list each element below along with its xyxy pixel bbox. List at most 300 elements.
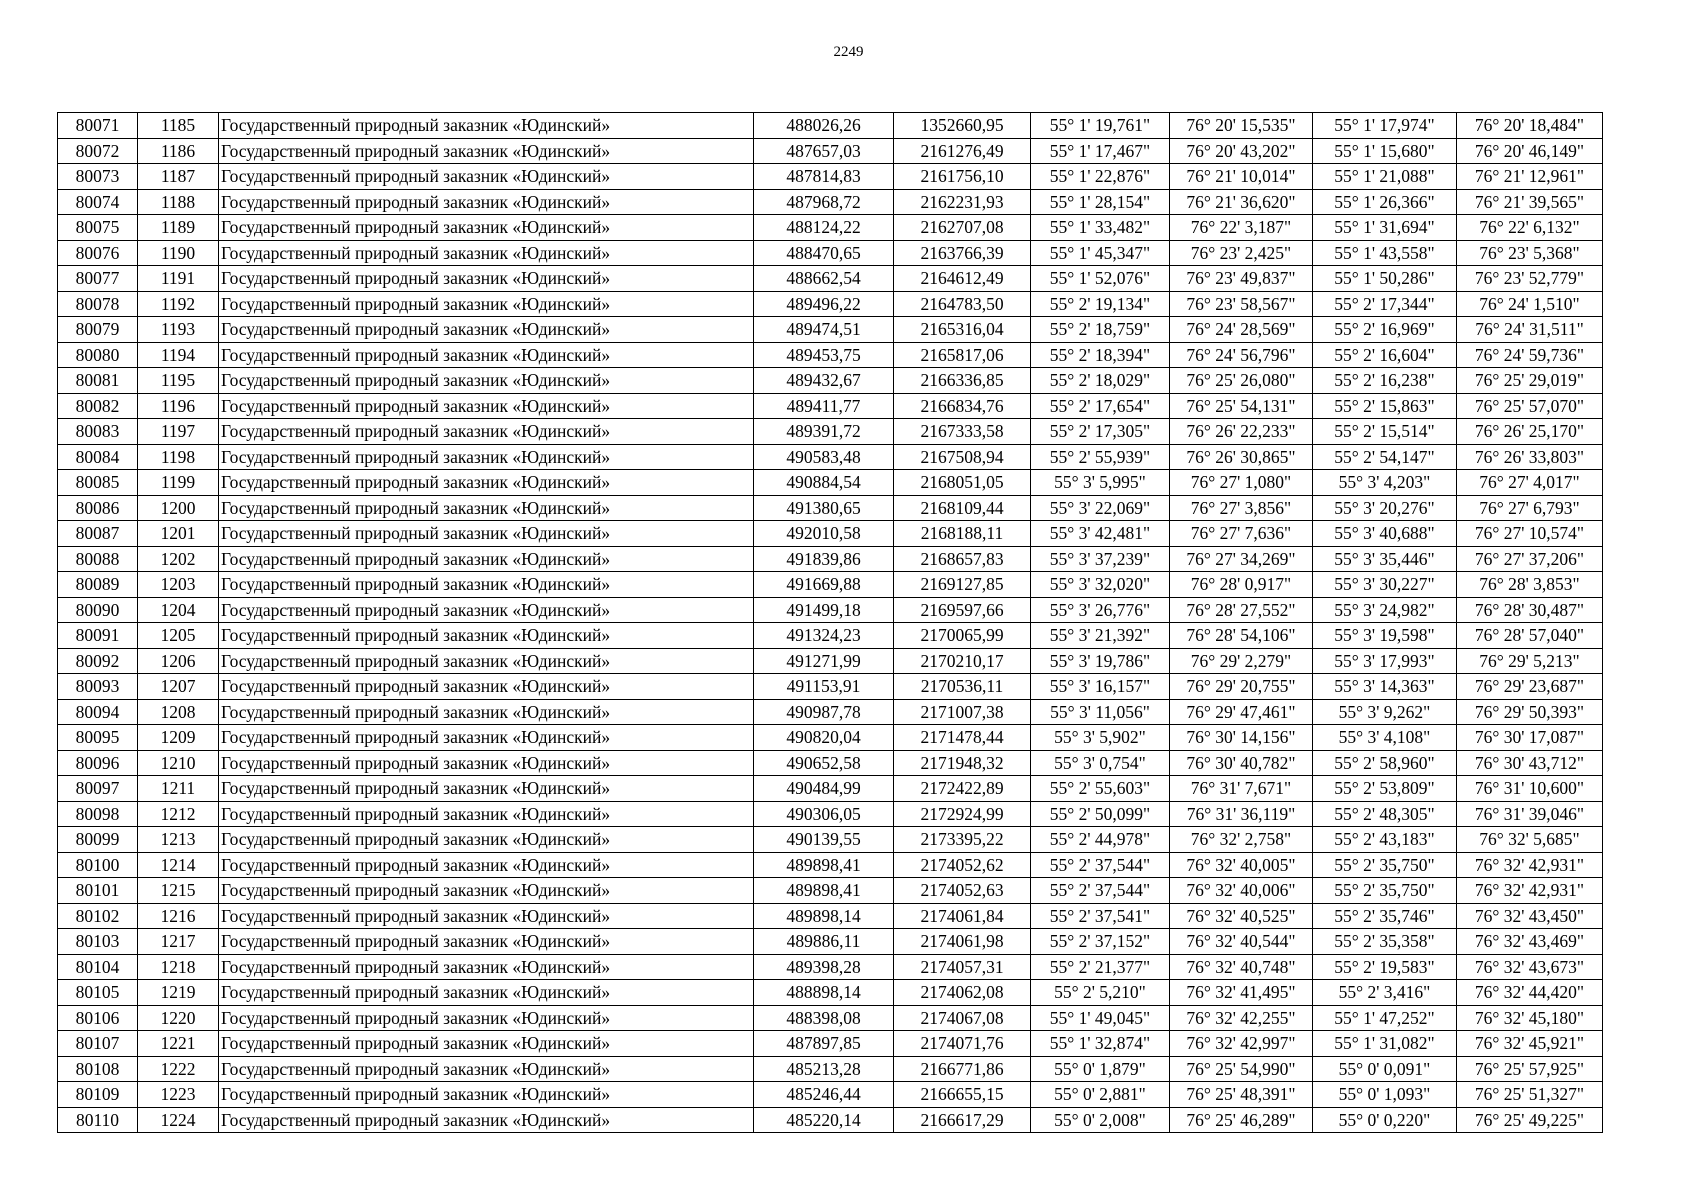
- lat-cell-1: 55° 3' 16,157": [1031, 674, 1170, 700]
- name-cell: Государственный природный заказник «Юдинский»: [219, 1082, 754, 1108]
- lat-cell-2: 55° 1' 31,694": [1313, 215, 1457, 241]
- point-id-cell: 80071: [58, 113, 138, 139]
- lon-cell-1: 76° 27' 34,269": [1170, 546, 1313, 572]
- name-cell: Государственный природный заказник «Юдинский»: [219, 342, 754, 368]
- lon-cell-2: 76° 25' 51,327": [1457, 1082, 1603, 1108]
- y-coord-cell: 2171948,32: [894, 750, 1031, 776]
- lon-cell-2: 76° 32' 5,685": [1457, 827, 1603, 853]
- lon-cell-2: 76° 28' 3,853": [1457, 572, 1603, 598]
- y-coord-cell: 2174061,98: [894, 929, 1031, 955]
- point-id-cell: 80096: [58, 750, 138, 776]
- table-row: [58, 189, 1603, 215]
- lon-cell-1: 76° 30' 40,782": [1170, 750, 1313, 776]
- lat-cell-1: 55° 1' 45,347": [1031, 240, 1170, 266]
- y-coord-cell: 2169127,85: [894, 572, 1031, 598]
- x-coord-cell: 488662,54: [754, 266, 894, 292]
- name-cell: Государственный природный заказник «Юдинский»: [219, 266, 754, 292]
- y-coord-cell: 2166617,29: [894, 1107, 1031, 1133]
- name-cell: Государственный природный заказник «Юдинский»: [219, 1031, 754, 1057]
- lon-cell-1: 76° 23' 49,837": [1170, 266, 1313, 292]
- y-coord-cell: 2172422,89: [894, 776, 1031, 802]
- x-coord-cell: 491669,88: [754, 572, 894, 598]
- x-coord-cell: 490652,58: [754, 750, 894, 776]
- lon-cell-1: 76° 26' 30,865": [1170, 444, 1313, 470]
- lat-cell-2: 55° 3' 20,276": [1313, 495, 1457, 521]
- point-id-cell: 80093: [58, 674, 138, 700]
- lat-cell-2: 55° 3' 24,982": [1313, 597, 1457, 623]
- point-id-cell: 80103: [58, 929, 138, 955]
- point-id-cell: 80080: [58, 342, 138, 368]
- point-id-cell: 80076: [58, 240, 138, 266]
- name-cell: Государственный природный заказник «Юдинский»: [219, 597, 754, 623]
- lon-cell-2: 76° 20' 18,484": [1457, 113, 1603, 139]
- name-cell: Государственный природный заказник «Юдинский»: [219, 317, 754, 343]
- name-cell: Государственный природный заказник «Юдинский»: [219, 470, 754, 496]
- x-coord-cell: 485246,44: [754, 1082, 894, 1108]
- lat-cell-1: 55° 2' 37,152": [1031, 929, 1170, 955]
- lat-cell-2: 55° 2' 15,863": [1313, 393, 1457, 419]
- x-coord-cell: 489898,14: [754, 903, 894, 929]
- lat-cell-2: 55° 1' 26,366": [1313, 189, 1457, 215]
- y-coord-cell: 2168188,11: [894, 521, 1031, 547]
- lon-cell-2: 76° 32' 42,931": [1457, 852, 1603, 878]
- y-coord-cell: 2164783,50: [894, 291, 1031, 317]
- x-coord-cell: 491839,86: [754, 546, 894, 572]
- y-coord-cell: 2174052,62: [894, 852, 1031, 878]
- lat-cell-2: 55° 2' 48,305": [1313, 801, 1457, 827]
- number-cell: 1219: [138, 980, 219, 1006]
- name-cell: Государственный природный заказник «Юдинский»: [219, 648, 754, 674]
- lat-cell-1: 55° 2' 17,305": [1031, 419, 1170, 445]
- table-row: [58, 1056, 1603, 1082]
- lon-cell-2: 76° 29' 23,687": [1457, 674, 1603, 700]
- point-id-cell: 80109: [58, 1082, 138, 1108]
- name-cell: Государственный природный заказник «Юдинский»: [219, 1107, 754, 1133]
- x-coord-cell: 490820,04: [754, 725, 894, 751]
- y-coord-cell: 2168657,83: [894, 546, 1031, 572]
- lon-cell-2: 76° 24' 1,510": [1457, 291, 1603, 317]
- number-cell: 1189: [138, 215, 219, 241]
- name-cell: Государственный природный заказник «Юдинский»: [219, 444, 754, 470]
- number-cell: 1217: [138, 929, 219, 955]
- x-coord-cell: 489391,72: [754, 419, 894, 445]
- lon-cell-2: 76° 26' 33,803": [1457, 444, 1603, 470]
- table-row: [58, 750, 1603, 776]
- y-coord-cell: 2171007,38: [894, 699, 1031, 725]
- number-cell: 1190: [138, 240, 219, 266]
- lon-cell-1: 76° 32' 40,005": [1170, 852, 1313, 878]
- point-id-cell: 80105: [58, 980, 138, 1006]
- x-coord-cell: 489886,11: [754, 929, 894, 955]
- number-cell: 1206: [138, 648, 219, 674]
- x-coord-cell: 489411,77: [754, 393, 894, 419]
- number-cell: 1196: [138, 393, 219, 419]
- point-id-cell: 80077: [58, 266, 138, 292]
- name-cell: Государственный природный заказник «Юдинский»: [219, 801, 754, 827]
- lon-cell-1: 76° 27' 1,080": [1170, 470, 1313, 496]
- table-row: [58, 368, 1603, 394]
- x-coord-cell: 489898,41: [754, 878, 894, 904]
- lat-cell-1: 55° 3' 32,020": [1031, 572, 1170, 598]
- lon-cell-2: 76° 31' 39,046": [1457, 801, 1603, 827]
- table-row: [58, 801, 1603, 827]
- lon-cell-2: 76° 24' 59,736": [1457, 342, 1603, 368]
- table-row: [58, 419, 1603, 445]
- lat-cell-2: 55° 2' 16,604": [1313, 342, 1457, 368]
- lon-cell-1: 76° 29' 2,279": [1170, 648, 1313, 674]
- x-coord-cell: 490139,55: [754, 827, 894, 853]
- lon-cell-1: 76° 21' 36,620": [1170, 189, 1313, 215]
- table-row: [58, 1031, 1603, 1057]
- x-coord-cell: 489474,51: [754, 317, 894, 343]
- lon-cell-1: 76° 22' 3,187": [1170, 215, 1313, 241]
- lon-cell-1: 76° 26' 22,233": [1170, 419, 1313, 445]
- lon-cell-1: 76° 20' 15,535": [1170, 113, 1313, 139]
- name-cell: Государственный природный заказник «Юдинский»: [219, 419, 754, 445]
- lat-cell-1: 55° 1' 52,076": [1031, 266, 1170, 292]
- lat-cell-2: 55° 2' 19,583": [1313, 954, 1457, 980]
- lat-cell-2: 55° 1' 31,082": [1313, 1031, 1457, 1057]
- x-coord-cell: 491271,99: [754, 648, 894, 674]
- x-coord-cell: 488124,22: [754, 215, 894, 241]
- lat-cell-1: 55° 3' 26,776": [1031, 597, 1170, 623]
- name-cell: Государственный природный заказник «Юдинский»: [219, 674, 754, 700]
- lat-cell-1: 55° 2' 44,978": [1031, 827, 1170, 853]
- lon-cell-2: 76° 23' 5,368": [1457, 240, 1603, 266]
- lat-cell-1: 55° 1' 19,761": [1031, 113, 1170, 139]
- lat-cell-2: 55° 0' 0,220": [1313, 1107, 1457, 1133]
- number-cell: 1214: [138, 852, 219, 878]
- number-cell: 1211: [138, 776, 219, 802]
- number-cell: 1215: [138, 878, 219, 904]
- point-id-cell: 80090: [58, 597, 138, 623]
- point-id-cell: 80106: [58, 1005, 138, 1031]
- number-cell: 1202: [138, 546, 219, 572]
- lat-cell-1: 55° 0' 1,879": [1031, 1056, 1170, 1082]
- table-row: [58, 164, 1603, 190]
- lon-cell-1: 76° 32' 40,525": [1170, 903, 1313, 929]
- lon-cell-1: 76° 32' 40,748": [1170, 954, 1313, 980]
- x-coord-cell: 490884,54: [754, 470, 894, 496]
- lat-cell-1: 55° 2' 37,544": [1031, 878, 1170, 904]
- number-cell: 1213: [138, 827, 219, 853]
- number-cell: 1207: [138, 674, 219, 700]
- x-coord-cell: 492010,58: [754, 521, 894, 547]
- x-coord-cell: 485213,28: [754, 1056, 894, 1082]
- table-row: [58, 699, 1603, 725]
- lat-cell-1: 55° 1' 32,874": [1031, 1031, 1170, 1057]
- lat-cell-2: 55° 1' 17,974": [1313, 113, 1457, 139]
- lat-cell-1: 55° 2' 50,099": [1031, 801, 1170, 827]
- y-coord-cell: 2164612,49: [894, 266, 1031, 292]
- lat-cell-1: 55° 3' 11,056": [1031, 699, 1170, 725]
- y-coord-cell: 2165316,04: [894, 317, 1031, 343]
- number-cell: 1188: [138, 189, 219, 215]
- lon-cell-1: 76° 21' 10,014": [1170, 164, 1313, 190]
- table-row: [58, 648, 1603, 674]
- table-row: [58, 674, 1603, 700]
- table-row: [58, 597, 1603, 623]
- lon-cell-1: 76° 24' 56,796": [1170, 342, 1313, 368]
- lat-cell-1: 55° 2' 17,654": [1031, 393, 1170, 419]
- lat-cell-2: 55° 2' 53,809": [1313, 776, 1457, 802]
- table-row: [58, 266, 1603, 292]
- lat-cell-2: 55° 2' 3,416": [1313, 980, 1457, 1006]
- lat-cell-2: 55° 2' 16,238": [1313, 368, 1457, 394]
- lat-cell-2: 55° 0' 0,091": [1313, 1056, 1457, 1082]
- lon-cell-2: 76° 28' 57,040": [1457, 623, 1603, 649]
- lat-cell-1: 55° 0' 2,881": [1031, 1082, 1170, 1108]
- table-row: [58, 623, 1603, 649]
- lon-cell-2: 76° 31' 10,600": [1457, 776, 1603, 802]
- table-row: [58, 444, 1603, 470]
- lat-cell-2: 55° 3' 30,227": [1313, 572, 1457, 598]
- lat-cell-2: 55° 3' 9,262": [1313, 699, 1457, 725]
- point-id-cell: 80107: [58, 1031, 138, 1057]
- lat-cell-2: 55° 2' 35,746": [1313, 903, 1457, 929]
- lon-cell-1: 76° 32' 2,758": [1170, 827, 1313, 853]
- lat-cell-2: 55° 1' 43,558": [1313, 240, 1457, 266]
- y-coord-cell: 2161756,10: [894, 164, 1031, 190]
- x-coord-cell: 489398,28: [754, 954, 894, 980]
- point-id-cell: 80087: [58, 521, 138, 547]
- table-row: [58, 929, 1603, 955]
- table-row: [58, 878, 1603, 904]
- lat-cell-1: 55° 2' 55,603": [1031, 776, 1170, 802]
- table-row: [58, 113, 1603, 139]
- lon-cell-1: 76° 25' 46,289": [1170, 1107, 1313, 1133]
- name-cell: Государственный природный заказник «Юдинский»: [219, 521, 754, 547]
- number-cell: 1224: [138, 1107, 219, 1133]
- lat-cell-2: 55° 1' 15,680": [1313, 138, 1457, 164]
- lon-cell-2: 76° 32' 43,673": [1457, 954, 1603, 980]
- x-coord-cell: 488026,26: [754, 113, 894, 139]
- x-coord-cell: 490484,99: [754, 776, 894, 802]
- x-coord-cell: 487657,03: [754, 138, 894, 164]
- x-coord-cell: 490306,05: [754, 801, 894, 827]
- x-coord-cell: 488470,65: [754, 240, 894, 266]
- lon-cell-2: 76° 27' 4,017": [1457, 470, 1603, 496]
- lat-cell-1: 55° 2' 18,029": [1031, 368, 1170, 394]
- lon-cell-1: 76° 28' 54,106": [1170, 623, 1313, 649]
- point-id-cell: 80095: [58, 725, 138, 751]
- lat-cell-2: 55° 3' 4,108": [1313, 725, 1457, 751]
- table-row: [58, 470, 1603, 496]
- lon-cell-2: 76° 32' 45,180": [1457, 1005, 1603, 1031]
- point-id-cell: 80099: [58, 827, 138, 853]
- lat-cell-2: 55° 2' 58,960": [1313, 750, 1457, 776]
- lon-cell-2: 76° 25' 57,925": [1457, 1056, 1603, 1082]
- y-coord-cell: 2166771,86: [894, 1056, 1031, 1082]
- point-id-cell: 80104: [58, 954, 138, 980]
- name-cell: Государственный природный заказник «Юдинский»: [219, 572, 754, 598]
- x-coord-cell: 488398,08: [754, 1005, 894, 1031]
- point-id-cell: 80078: [58, 291, 138, 317]
- name-cell: Государственный природный заказник «Юдинский»: [219, 189, 754, 215]
- lon-cell-1: 76° 32' 42,255": [1170, 1005, 1313, 1031]
- name-cell: Государственный природный заказник «Юдинский»: [219, 623, 754, 649]
- number-cell: 1208: [138, 699, 219, 725]
- x-coord-cell: 489898,41: [754, 852, 894, 878]
- y-coord-cell: 2168051,05: [894, 470, 1031, 496]
- name-cell: Государственный природный заказник «Юдинский»: [219, 699, 754, 725]
- point-id-cell: 80094: [58, 699, 138, 725]
- lon-cell-2: 76° 21' 12,961": [1457, 164, 1603, 190]
- y-coord-cell: 2165817,06: [894, 342, 1031, 368]
- name-cell: Государственный природный заказник «Юдинский»: [219, 240, 754, 266]
- lon-cell-2: 76° 21' 39,565": [1457, 189, 1603, 215]
- lat-cell-1: 55° 0' 2,008": [1031, 1107, 1170, 1133]
- number-cell: 1209: [138, 725, 219, 751]
- x-coord-cell: 488898,14: [754, 980, 894, 1006]
- point-id-cell: 80088: [58, 546, 138, 572]
- x-coord-cell: 487968,72: [754, 189, 894, 215]
- name-cell: Государственный природный заказник «Юдинский»: [219, 164, 754, 190]
- name-cell: Государственный природный заказник «Юдинский»: [219, 393, 754, 419]
- point-id-cell: 80100: [58, 852, 138, 878]
- y-coord-cell: 2161276,49: [894, 138, 1031, 164]
- point-id-cell: 80074: [58, 189, 138, 215]
- y-coord-cell: 2170210,17: [894, 648, 1031, 674]
- table-row: [58, 827, 1603, 853]
- point-id-cell: 80085: [58, 470, 138, 496]
- lon-cell-1: 76° 25' 26,080": [1170, 368, 1313, 394]
- lat-cell-2: 55° 2' 35,358": [1313, 929, 1457, 955]
- y-coord-cell: 2170065,99: [894, 623, 1031, 649]
- x-coord-cell: 487897,85: [754, 1031, 894, 1057]
- y-coord-cell: 2169597,66: [894, 597, 1031, 623]
- point-id-cell: 80092: [58, 648, 138, 674]
- table-row: [58, 1005, 1603, 1031]
- y-coord-cell: 2174057,31: [894, 954, 1031, 980]
- lon-cell-1: 76° 24' 28,569": [1170, 317, 1313, 343]
- lat-cell-1: 55° 2' 18,394": [1031, 342, 1170, 368]
- x-coord-cell: 491380,65: [754, 495, 894, 521]
- x-coord-cell: 489496,22: [754, 291, 894, 317]
- name-cell: Государственный природный заказник «Юдинский»: [219, 954, 754, 980]
- lat-cell-2: 55° 3' 17,993": [1313, 648, 1457, 674]
- point-id-cell: 80097: [58, 776, 138, 802]
- name-cell: Государственный природный заказник «Юдинский»: [219, 368, 754, 394]
- number-cell: 1185: [138, 113, 219, 139]
- lon-cell-2: 76° 32' 44,420": [1457, 980, 1603, 1006]
- lat-cell-1: 55° 2' 19,134": [1031, 291, 1170, 317]
- point-id-cell: 80091: [58, 623, 138, 649]
- lon-cell-1: 76° 27' 7,636": [1170, 521, 1313, 547]
- table-row: [58, 240, 1603, 266]
- lon-cell-2: 76° 32' 43,469": [1457, 929, 1603, 955]
- lon-cell-1: 76° 31' 7,671": [1170, 776, 1313, 802]
- table-body: [58, 113, 1603, 1133]
- name-cell: Государственный природный заказник «Юдинский»: [219, 1056, 754, 1082]
- y-coord-cell: 2166655,15: [894, 1082, 1031, 1108]
- lat-cell-1: 55° 2' 55,939": [1031, 444, 1170, 470]
- y-coord-cell: 2166336,85: [894, 368, 1031, 394]
- lat-cell-1: 55° 3' 22,069": [1031, 495, 1170, 521]
- lat-cell-1: 55° 3' 5,995": [1031, 470, 1170, 496]
- lon-cell-1: 76° 27' 3,856": [1170, 495, 1313, 521]
- lat-cell-2: 55° 3' 35,446": [1313, 546, 1457, 572]
- y-coord-cell: 1352660,95: [894, 113, 1031, 139]
- point-id-cell: 80086: [58, 495, 138, 521]
- lon-cell-1: 76° 23' 2,425": [1170, 240, 1313, 266]
- name-cell: Государственный природный заказник «Юдинский»: [219, 725, 754, 751]
- lon-cell-2: 76° 23' 52,779": [1457, 266, 1603, 292]
- lat-cell-2: 55° 2' 43,183": [1313, 827, 1457, 853]
- lon-cell-2: 76° 24' 31,511": [1457, 317, 1603, 343]
- number-cell: 1191: [138, 266, 219, 292]
- number-cell: 1187: [138, 164, 219, 190]
- lon-cell-2: 76° 30' 43,712": [1457, 750, 1603, 776]
- point-id-cell: 80108: [58, 1056, 138, 1082]
- lat-cell-2: 55° 1' 50,286": [1313, 266, 1457, 292]
- y-coord-cell: 2167508,94: [894, 444, 1031, 470]
- name-cell: Государственный природный заказник «Юдинский»: [219, 852, 754, 878]
- lon-cell-1: 76° 25' 54,990": [1170, 1056, 1313, 1082]
- lon-cell-2: 76° 25' 29,019": [1457, 368, 1603, 394]
- lon-cell-2: 76° 32' 45,921": [1457, 1031, 1603, 1057]
- name-cell: Государственный природный заказник «Юдинский»: [219, 750, 754, 776]
- name-cell: Государственный природный заказник «Юдинский»: [219, 215, 754, 241]
- y-coord-cell: 2166834,76: [894, 393, 1031, 419]
- number-cell: 1198: [138, 444, 219, 470]
- point-id-cell: 80083: [58, 419, 138, 445]
- table-row: [58, 521, 1603, 547]
- name-cell: Государственный природный заказник «Юдинский»: [219, 980, 754, 1006]
- lat-cell-1: 55° 2' 37,544": [1031, 852, 1170, 878]
- lat-cell-1: 55° 1' 49,045": [1031, 1005, 1170, 1031]
- name-cell: Государственный природный заказник «Юдинский»: [219, 1005, 754, 1031]
- point-id-cell: 80075: [58, 215, 138, 241]
- lat-cell-1: 55° 2' 18,759": [1031, 317, 1170, 343]
- lat-cell-2: 55° 1' 47,252": [1313, 1005, 1457, 1031]
- lon-cell-1: 76° 25' 54,131": [1170, 393, 1313, 419]
- lat-cell-2: 55° 0' 1,093": [1313, 1082, 1457, 1108]
- name-cell: Государственный природный заказник «Юдинский»: [219, 903, 754, 929]
- lon-cell-1: 76° 31' 36,119": [1170, 801, 1313, 827]
- lon-cell-1: 76° 32' 40,006": [1170, 878, 1313, 904]
- number-cell: 1193: [138, 317, 219, 343]
- lat-cell-1: 55° 2' 5,210": [1031, 980, 1170, 1006]
- number-cell: 1186: [138, 138, 219, 164]
- x-coord-cell: 485220,14: [754, 1107, 894, 1133]
- number-cell: 1210: [138, 750, 219, 776]
- lon-cell-2: 76° 32' 42,931": [1457, 878, 1603, 904]
- lon-cell-2: 76° 22' 6,132": [1457, 215, 1603, 241]
- lat-cell-1: 55° 3' 5,902": [1031, 725, 1170, 751]
- table-row: [58, 495, 1603, 521]
- y-coord-cell: 2174052,63: [894, 878, 1031, 904]
- x-coord-cell: 490987,78: [754, 699, 894, 725]
- lon-cell-2: 76° 29' 50,393": [1457, 699, 1603, 725]
- lat-cell-2: 55° 2' 17,344": [1313, 291, 1457, 317]
- lon-cell-2: 76° 30' 17,087": [1457, 725, 1603, 751]
- point-id-cell: 80089: [58, 572, 138, 598]
- lon-cell-1: 76° 20' 43,202": [1170, 138, 1313, 164]
- lat-cell-2: 55° 2' 54,147": [1313, 444, 1457, 470]
- table-row: [58, 852, 1603, 878]
- number-cell: 1195: [138, 368, 219, 394]
- y-coord-cell: 2168109,44: [894, 495, 1031, 521]
- name-cell: Государственный природный заказник «Юдинский»: [219, 929, 754, 955]
- table-row: [58, 980, 1603, 1006]
- lon-cell-2: 76° 27' 10,574": [1457, 521, 1603, 547]
- number-cell: 1203: [138, 572, 219, 598]
- point-id-cell: 80110: [58, 1107, 138, 1133]
- lon-cell-1: 76° 32' 42,997": [1170, 1031, 1313, 1057]
- table-row: [58, 776, 1603, 802]
- y-coord-cell: 2174061,84: [894, 903, 1031, 929]
